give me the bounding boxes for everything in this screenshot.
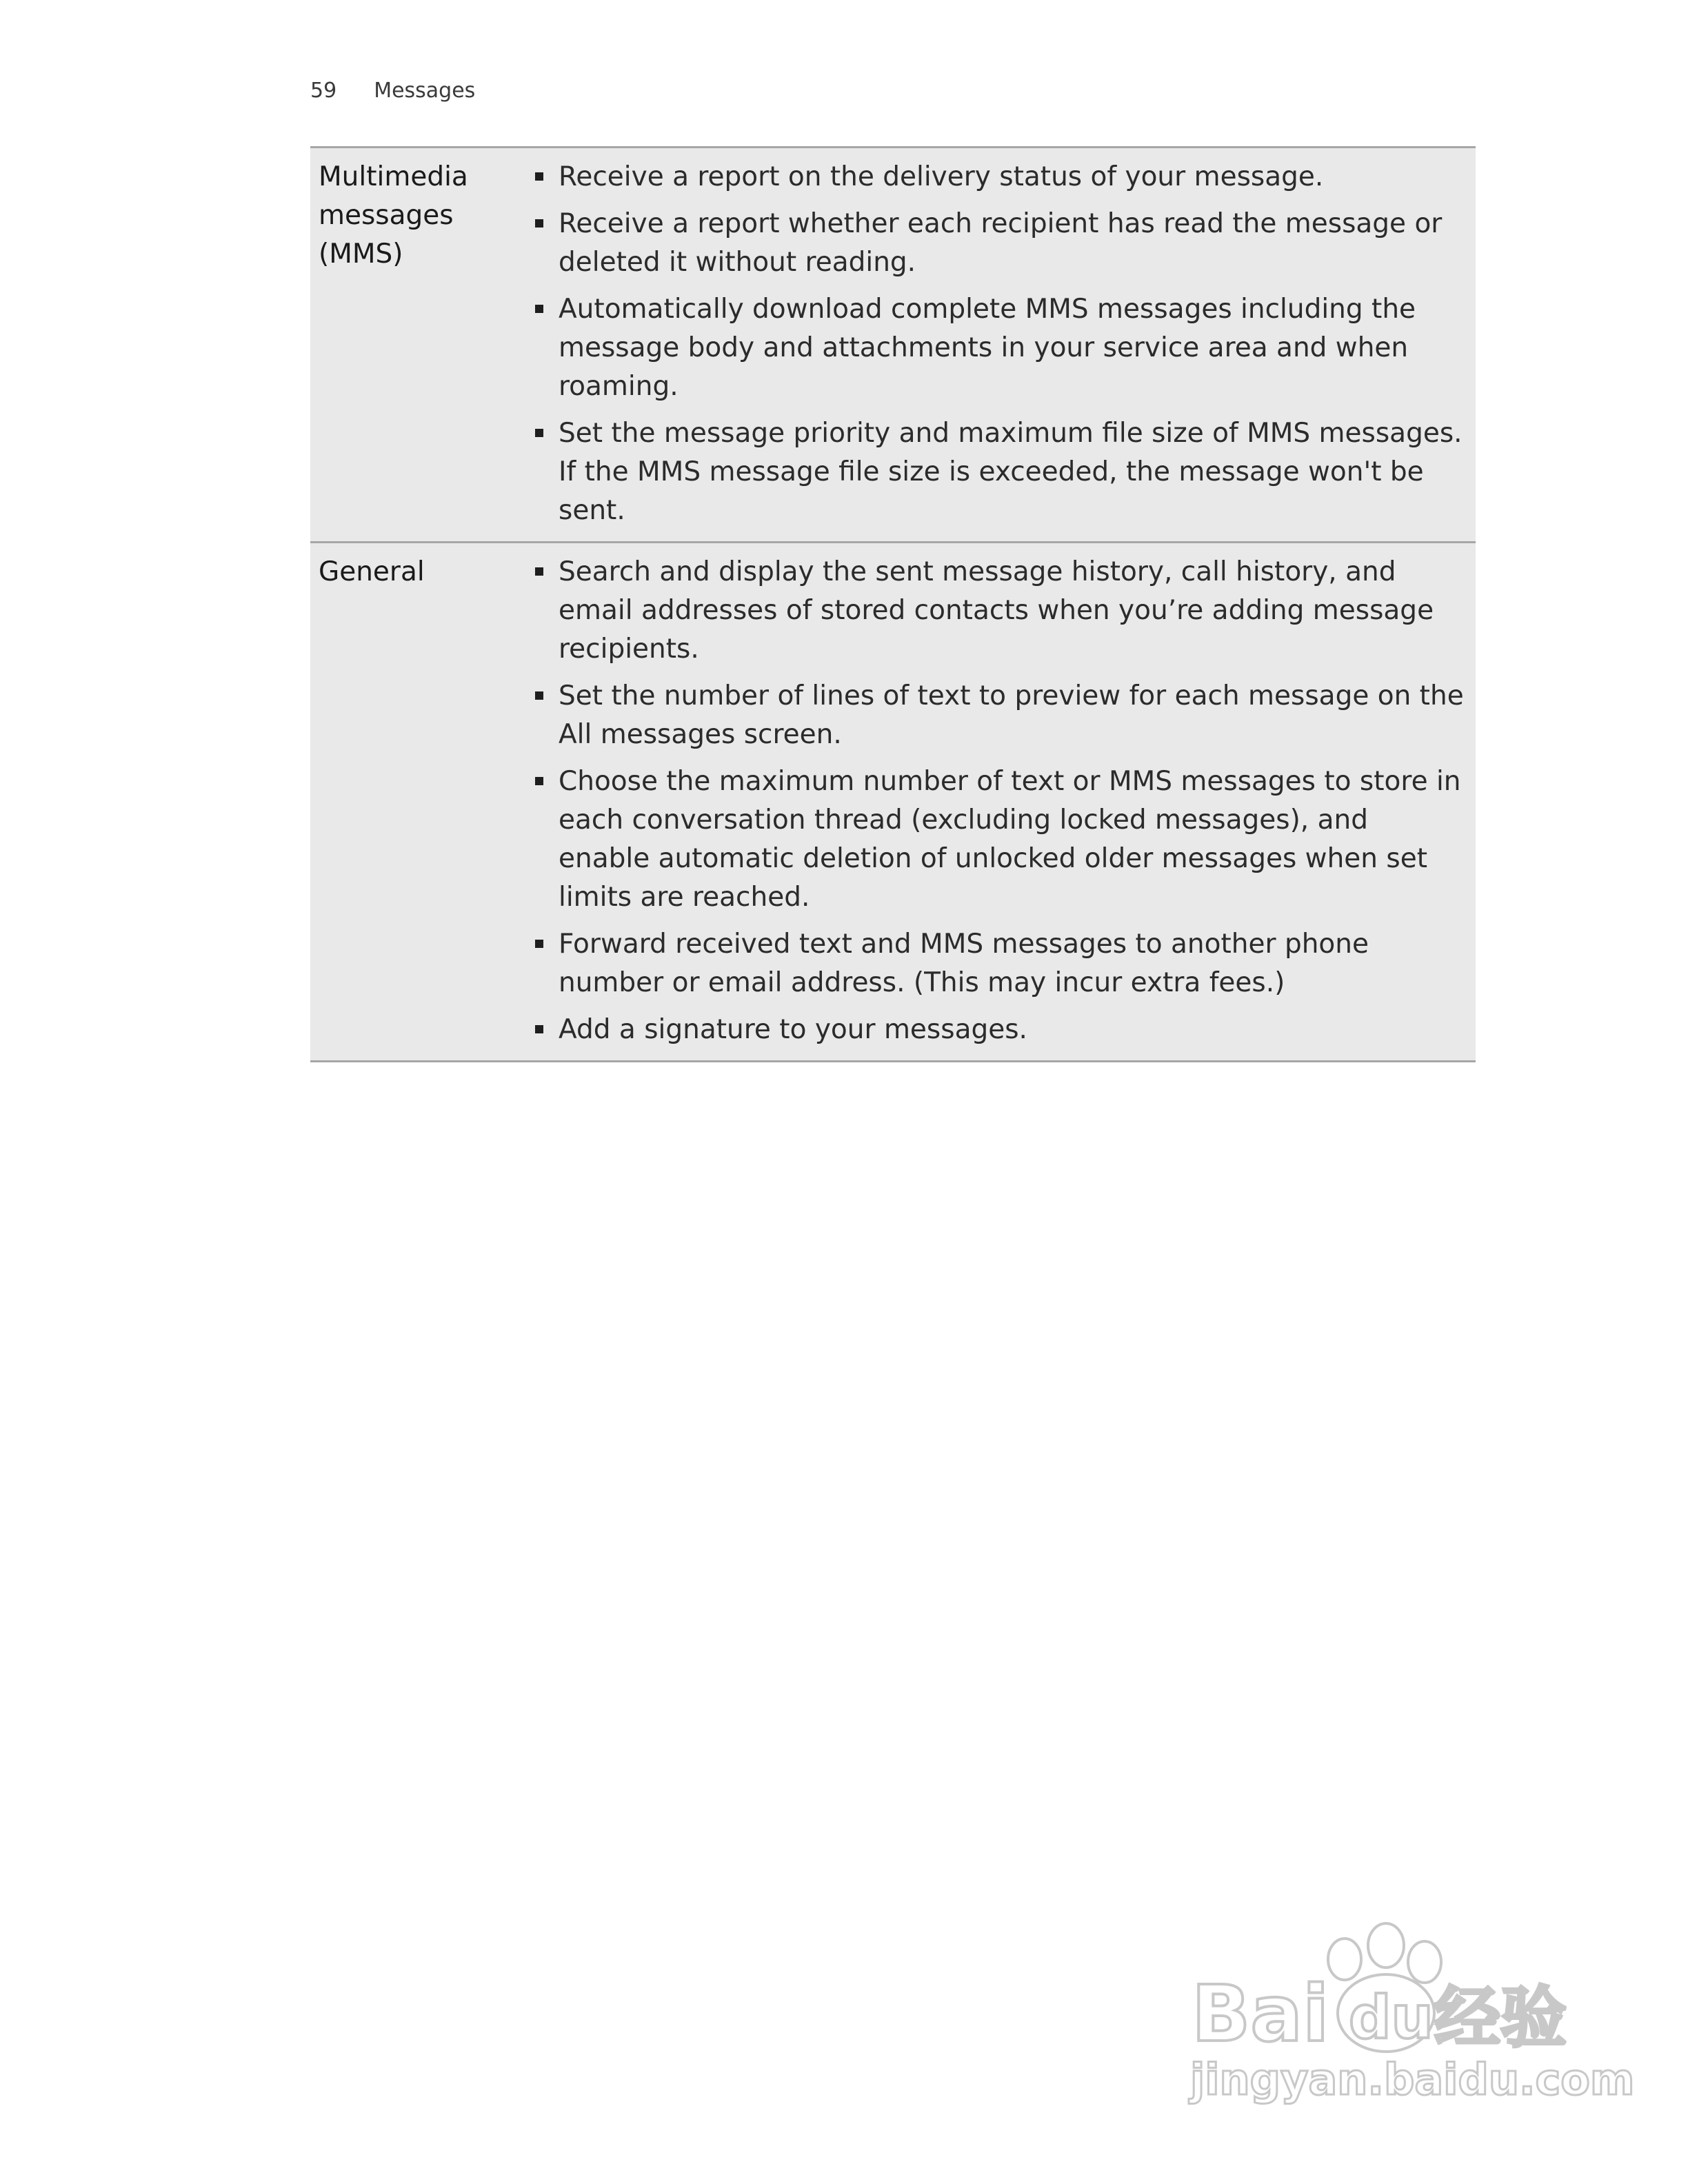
list-item-text: Add a signature to your messages. [559,1014,1027,1045]
bullet-icon [535,691,543,700]
page-header [310,79,475,103]
bullet-icon [535,172,543,181]
watermark-url: jingyan.baidu.com [1190,2054,1635,2105]
bullet-icon [535,567,543,576]
baidu-watermark [1179,1910,1635,2110]
list-item [310,762,1476,917]
bullet-icon [535,219,543,228]
row-label: General [319,556,425,587]
list-item [310,925,1476,1002]
list-item-text: Set the message priority and maximum file size of MMS messages. If the MMS message file size is exceeded, the message won't be sent. [559,418,1463,526]
row-items-list [525,553,1476,1049]
list-item-text: Receive a report on the delivery status of your message. [559,161,1324,192]
section-title: Messages [374,79,476,103]
list-item-text: Automatically download complete MMS messages including the message body and attachments in your service area and when roaming. [559,294,1416,402]
list-item [310,1011,1476,1049]
list-item [310,205,1476,282]
bullet-icon [535,305,543,313]
list-item-text: Choose the maximum number of text or MMS messages to store in each conversation thread (excluding locked messages), and enable automatic deletion of unlocked older messages when set limits are reached. [559,766,1461,913]
list-item-text: Receive a report whether each recipient has read the message or deleted it without reading. [559,208,1443,278]
list-item-text: Set the number of lines of text to preview for each message on the All messages screen. [559,680,1464,750]
list-item [310,290,1476,406]
list-item-text: Forward received text and MMS messages to another phone number or email address. (This may incur extra fees.) [559,929,1369,998]
list-item [310,158,1476,196]
table-row [310,148,1476,543]
watermark-brand-cn: 经验 [1434,1979,1567,2056]
row-items-list [525,158,1476,530]
page-number: 59 [310,79,337,103]
list-item [310,553,1476,669]
bullet-icon [535,777,543,785]
bullet-icon [535,429,543,437]
table-row [310,543,1476,1062]
bullet-icon [535,940,543,948]
watermark-brand: Bai [1192,1970,1329,2059]
bullet-icon [535,1025,543,1033]
list-item [310,677,1476,754]
row-label: Multimedia messages (MMS) [319,161,468,270]
list-item-text: Search and display the sent message history, call history, and email addresses of stored contacts when you’re adding message recipients. [559,556,1434,665]
list-item [310,414,1476,530]
settings-table [310,146,1476,1062]
watermark-brand-suffix: du [1349,1983,1434,2052]
